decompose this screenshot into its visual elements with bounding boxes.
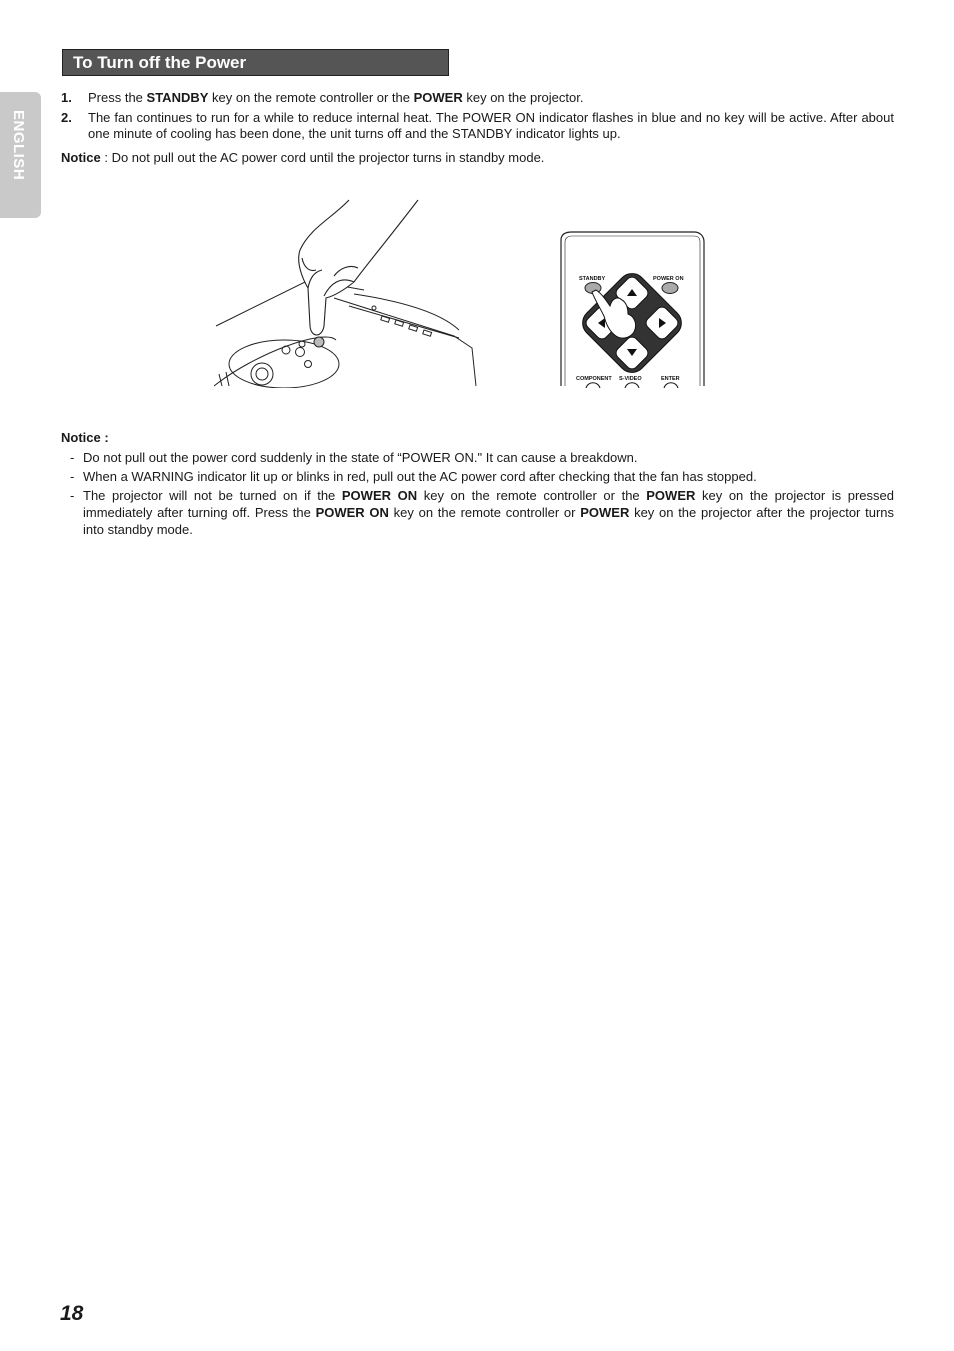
notice-item-text: Do not pull out the power cord suddenly in the state of “POWER ON." It can cause a breakdown. xyxy=(83,450,638,465)
notice-item xyxy=(61,487,894,538)
hand-illustration xyxy=(299,200,418,335)
standby-label: STANDBY xyxy=(579,276,606,282)
notice-text: : Do not pull out the AC power cord until the projector turns in standby mode. xyxy=(100,150,545,165)
steps-list xyxy=(61,90,894,146)
component-label: COMPONENT xyxy=(576,376,612,382)
notice-heading: Notice : xyxy=(61,430,109,445)
s-video-label: S-VIDEO xyxy=(619,376,642,382)
projector-illustration xyxy=(214,280,476,388)
notice-list xyxy=(61,449,894,540)
power-on-label: POWER ON xyxy=(653,276,684,282)
section-heading-text: To Turn off the Power xyxy=(73,53,247,72)
enter-label: ENTER xyxy=(661,376,680,382)
step-text: Press the STANDBY key on the remote controller or the POWER key on the projector. xyxy=(88,90,584,105)
illustration xyxy=(214,198,706,388)
notice-item-text: The projector will not be turned on if the POWER ON key on the remote controller or the POWER key on the projector is pressed immediately after turning off. Press the POWER ON key on the remote controller or POWER key on the projector after the projector turns into standby mode. xyxy=(83,488,895,537)
step-item xyxy=(61,110,894,143)
notice-item xyxy=(61,449,894,466)
notice-item-text: When a WARNING indicator lit up or blinks in red, pull out the AC power cord after checking that the fan has stopped. xyxy=(83,469,757,484)
bullet-dash: - xyxy=(70,450,75,465)
notice-label: Notice xyxy=(61,150,101,165)
notice-item xyxy=(61,468,894,485)
section-heading xyxy=(62,49,449,76)
language-tab-label: ENGLISH xyxy=(10,110,27,181)
step-number: 2. xyxy=(61,109,72,125)
step-text: The fan continues to run for a while to reduce internal heat. The POWER ON indicator flashes in blue and no key will be active. After about one minute of cooling has been done, the unit turns off and the STANDBY indicator lights up. xyxy=(88,109,894,141)
bullet-dash: - xyxy=(70,488,75,503)
bullet-dash: - xyxy=(70,469,75,484)
remote-illustration xyxy=(561,232,704,388)
page-number: 18 xyxy=(60,1302,84,1325)
language-tab xyxy=(0,92,41,218)
notice-line xyxy=(61,150,544,165)
step-number: 1. xyxy=(61,90,72,105)
step-item xyxy=(61,90,894,107)
